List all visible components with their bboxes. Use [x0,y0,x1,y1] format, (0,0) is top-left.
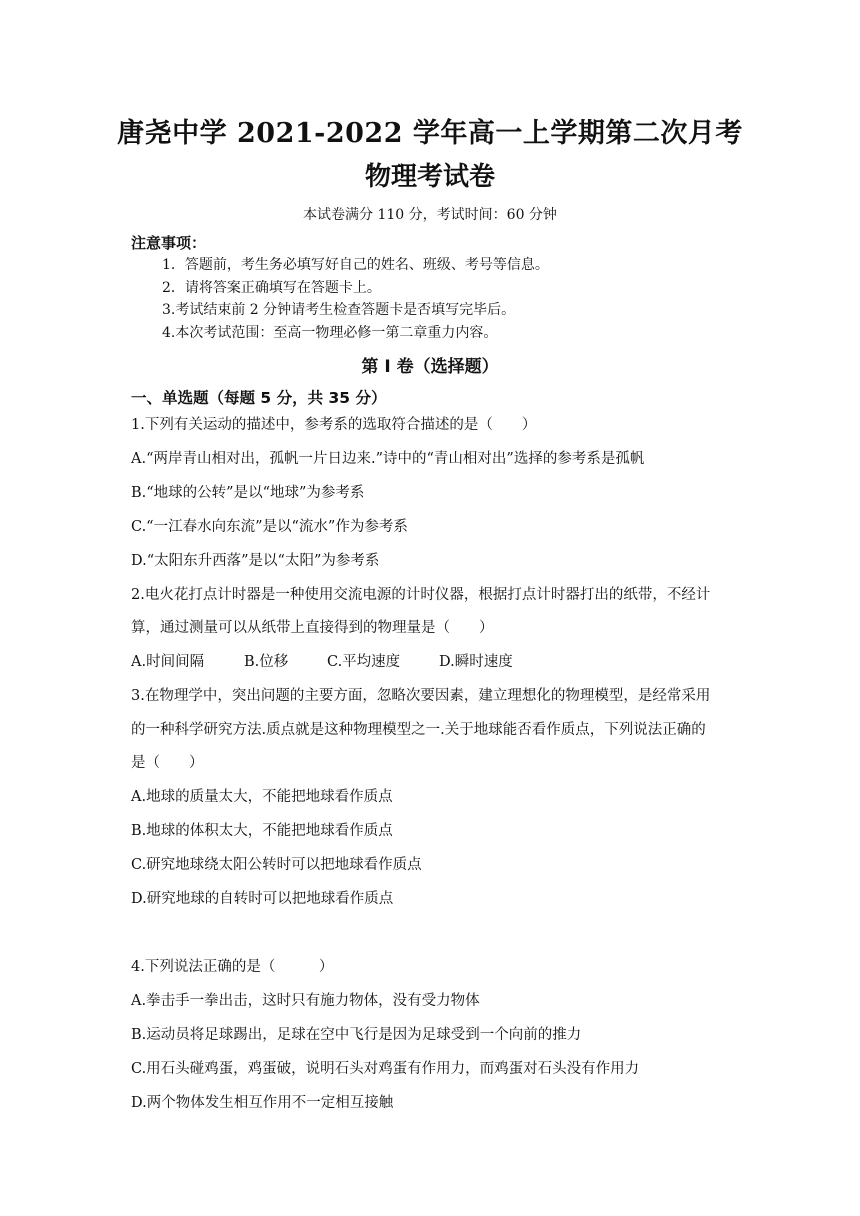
section-title: 第 Ⅰ 卷（选择题） [361,357,499,377]
question-3-option-d: D.研究地球的自转时可以把地球看作质点 [131,891,394,907]
question-4-option-a: A.拳击手一拳出击，这时只有施力物体，没有受力物体 [131,993,480,1009]
notice-item: 4.本次考试范围：至高一物理必修一第二章重力内容。 [162,324,498,341]
question-2-stem: 2.电火花打点计时器是一种使用交流电源的计时仪器，根据打点计时器打出的纸带，不经计 [131,587,711,603]
question-4-option-b: B.运动员将足球踢出，足球在空中飞行是因为足球受到一个向前的推力 [131,1027,582,1043]
exam-title: 唐尧中学 2021-2022 学年高一上学期第二次月考 [117,118,743,149]
question-2-option-c: C.平均速度 [327,654,401,670]
question-1-stem: 1.下列有关运动的描述中，参考系的选取符合描述的是（ ） [131,417,537,433]
question-3-stem: 是（ ） [131,755,204,771]
question-2-option-b: B.位移 [244,654,289,670]
question-4-option-c: C.用石头碰鸡蛋，鸡蛋破，说明石头对鸡蛋有作用力，而鸡蛋对石头没有作用力 [131,1061,640,1077]
question-2-option-d: D.瞬时速度 [439,654,513,670]
question-3-option-b: B.地球的体积太大，不能把地球看作质点 [131,823,393,839]
notice-item: 3.考试结束前 2 分钟请考生检查答题卡是否填写完毕后。 [162,302,516,318]
notice-heading: 注意事项： [131,234,207,252]
question-2-stem: 算，通过测量可以从纸带上直接得到的物理量是（ ） [131,620,494,636]
question-1-option-d: D.“太阳东升西落”是以“太阳”为参考系 [131,553,380,569]
notice-list [162,254,549,344]
question-1-option-b: B.“地球的公转”是以“地球”为参考系 [131,485,365,501]
question-3-option-a: A.地球的质量太大，不能把地球看作质点 [131,789,393,805]
question-2-option-a: A.时间间隔 [131,654,205,670]
exam-subject-title: 物理考试卷 [364,162,495,192]
question-4-stem: 4.下列说法正确的是（ ） [131,959,334,975]
exam-info: 本试卷满分 110 分，考试时间：60 分钟 [303,207,557,223]
notice-item: 1．答题前，考生务必填写好自己的姓名、班级、考号等信息。 [162,257,549,273]
question-1-option-c: C.“一江春水向东流”是以“流水”作为参考系 [131,519,408,535]
notice-item: 2．请将答案正确填写在答题卡上。 [162,279,381,296]
question-4-option-d: D.两个物体发生相互作用不一定相互接触 [131,1095,394,1111]
question-1-option-a: A.“两岸青山相对出，孤帆一片日边来.”诗中的“青山相对出”选择的参考系是孤帆 [131,451,645,467]
question-3-stem: 3.在物理学中，突出问题的主要方面，忽略次要因素，建立理想化的物理模型，是经常采用 [131,688,711,704]
question-3-option-c: C.研究地球绕太阳公转时可以把地球看作质点 [131,857,422,873]
question-2-options [131,652,513,672]
question-3-stem: 的一种科学研究方法.质点就是这种物理模型之一.关于地球能否看作质点，下列说法正确的 [131,722,706,738]
part-heading: 一、单选题（每题 5 分，共 35 分） [131,389,387,407]
